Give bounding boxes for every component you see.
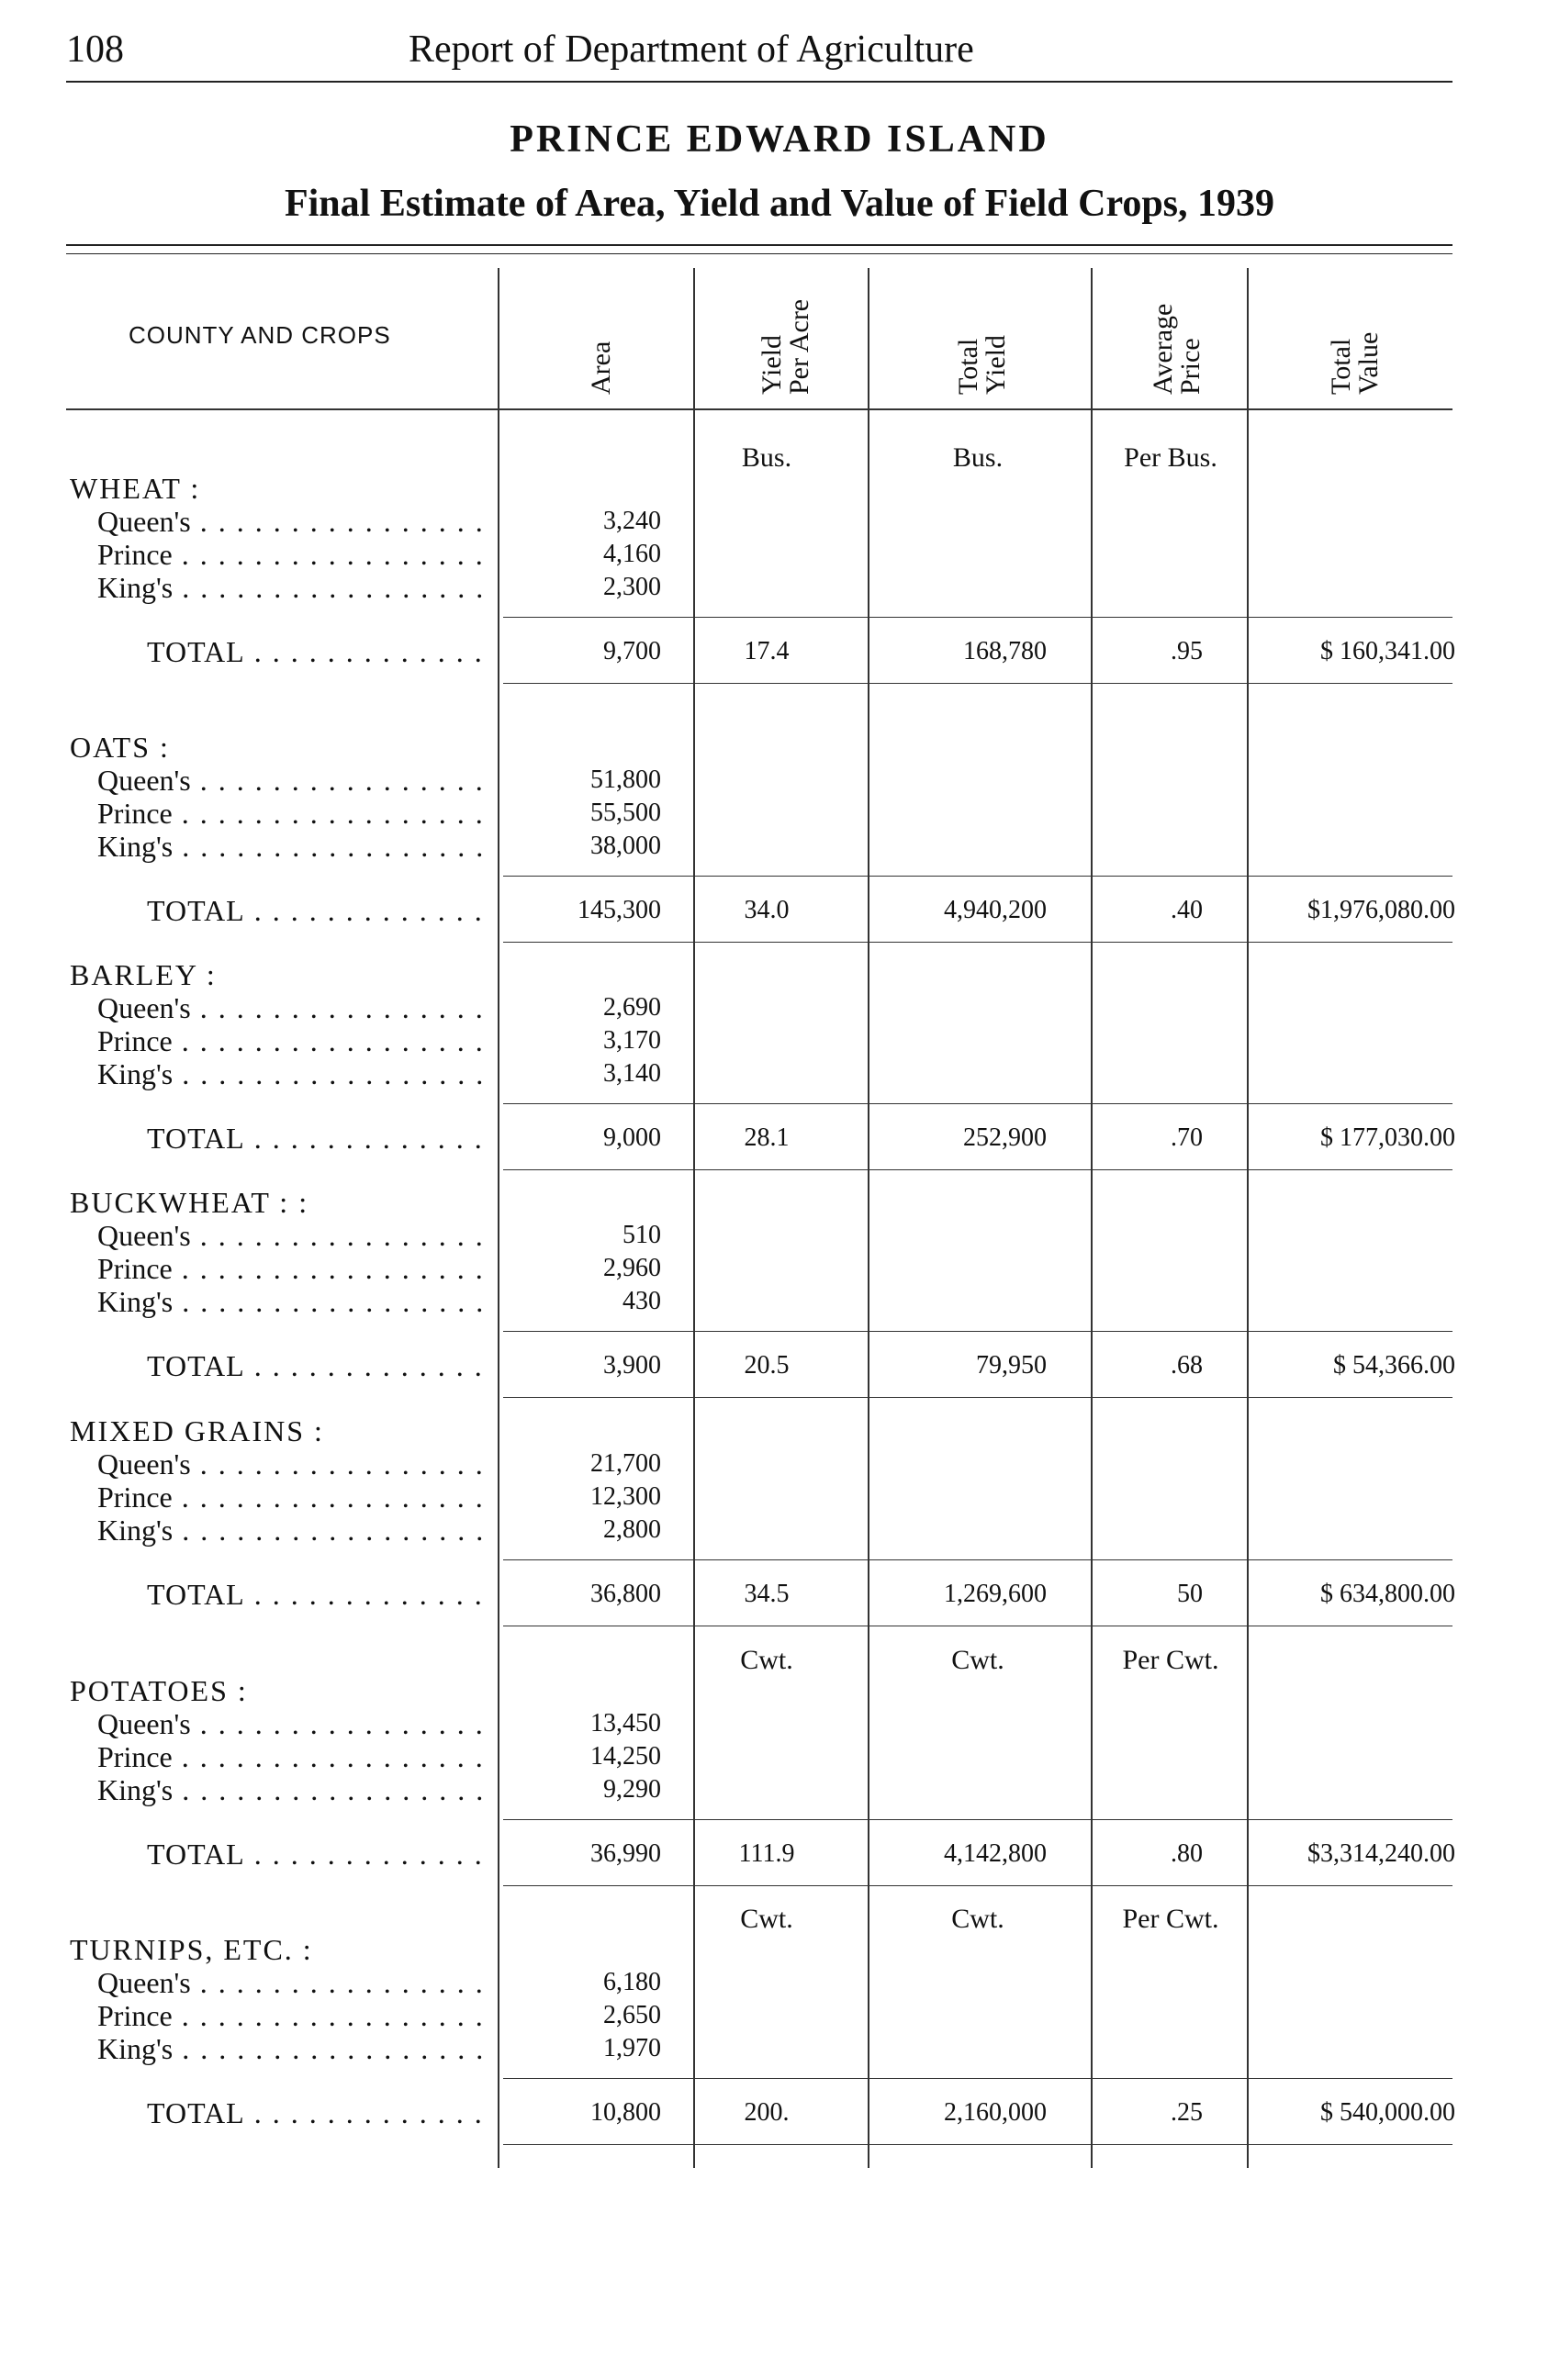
column-divider	[868, 268, 869, 2168]
total-value: $ 634,800.00	[1320, 1580, 1455, 1608]
header-rule	[66, 81, 1452, 83]
crop-category: TURNIPS, ETC. :	[70, 1933, 313, 1966]
total-rule-bottom	[503, 683, 1452, 684]
page-number: 108	[66, 28, 124, 71]
county-area: 12,300	[590, 1482, 661, 1511]
county-name: King's . . .	[97, 1285, 492, 1319]
column-divider	[1091, 268, 1093, 2168]
county-name: Queen's . . .	[97, 1447, 492, 1481]
total-rule-bottom	[503, 2144, 1452, 2145]
county-area: 55,500	[590, 799, 661, 827]
total-label: TOTAL . . .	[147, 1838, 492, 1872]
unit-label-price: Per Bus.	[1124, 442, 1217, 473]
total-rule-top	[503, 1559, 1452, 1560]
total-yield-per-acre: 200.	[744, 2098, 790, 2127]
title-rule-2	[66, 253, 1452, 254]
total-label: TOTAL . . .	[147, 2096, 492, 2130]
total-rule-top	[503, 2078, 1452, 2079]
county-area: 38,000	[590, 832, 661, 860]
total-rule-top	[503, 1331, 1452, 1332]
county-area: 3,240	[603, 507, 661, 535]
county-name: Prince . . .	[97, 797, 492, 831]
average-price: 50	[1177, 1580, 1203, 1608]
total-area: 145,300	[578, 896, 661, 924]
county-area: 51,800	[590, 765, 661, 794]
county-area: 14,250	[590, 1742, 661, 1771]
unit-label-total-yield: Cwt.	[951, 1645, 1004, 1675]
county-area: 13,450	[590, 1709, 661, 1738]
total-yield: 4,142,800	[944, 1839, 1047, 1868]
total-yield-per-acre: 34.5	[744, 1580, 790, 1608]
county-area: 430	[622, 1287, 661, 1315]
county-area: 6,180	[603, 1968, 661, 1996]
total-yield-per-acre: 17.4	[744, 637, 790, 665]
total-yield-per-acre: 20.5	[744, 1351, 790, 1380]
average-price: .95	[1171, 637, 1203, 665]
total-value: $1,976,080.00	[1307, 896, 1455, 924]
crop-category: MIXED GRAINS :	[70, 1414, 324, 1447]
total-area: 9,000	[603, 1123, 661, 1152]
total-value: $ 540,000.00	[1320, 2098, 1455, 2127]
county-name: Prince . . .	[97, 1252, 492, 1286]
total-rule-bottom	[503, 1397, 1452, 1398]
county-name: King's . . .	[97, 2032, 492, 2066]
total-value: $ 160,341.00	[1320, 637, 1455, 665]
county-name: Prince . . .	[97, 1481, 492, 1514]
column-divider	[1247, 268, 1249, 2168]
total-value: $ 177,030.00	[1320, 1123, 1455, 1152]
total-rule-top	[503, 876, 1452, 877]
total-area: 9,700	[603, 637, 661, 665]
total-rule-bottom	[503, 1169, 1452, 1170]
total-yield-per-acre: 111.9	[738, 1839, 795, 1868]
total-yield: 79,950	[976, 1351, 1047, 1380]
county-name: Queen's . . .	[97, 1707, 492, 1741]
county-name: Queen's . . .	[97, 505, 492, 539]
column-header-total-value-line2: Value	[1353, 331, 1384, 395]
total-yield-per-acre: 34.0	[744, 896, 790, 924]
total-rule-top	[503, 1819, 1452, 1820]
crop-category: OATS :	[70, 731, 170, 764]
column-header-rule	[66, 408, 1452, 410]
total-rule-top	[503, 1103, 1452, 1104]
county-area: 1,970	[603, 2034, 661, 2062]
column-header-county: COUNTY AND CROPS	[129, 321, 391, 349]
average-price: .68	[1171, 1351, 1203, 1380]
county-name: Prince . . .	[97, 1999, 492, 2033]
total-yield: 2,160,000	[944, 2098, 1047, 2127]
report-subtitle: Final Estimate of Area, Yield and Value of Field Crops, 1939	[284, 183, 1275, 225]
column-divider	[498, 268, 499, 2168]
county-name: King's . . .	[97, 1773, 492, 1807]
county-name: Queen's . . .	[97, 991, 492, 1025]
county-name: King's . . .	[97, 1057, 492, 1091]
county-name: Prince . . .	[97, 1740, 492, 1774]
county-area: 4,160	[603, 540, 661, 568]
total-value: $ 54,366.00	[1333, 1351, 1455, 1380]
total-yield: 1,269,600	[944, 1580, 1047, 1608]
title-rule-1	[66, 244, 1452, 246]
county-area: 21,700	[590, 1449, 661, 1478]
column-header-avg-price-line1: Average	[1148, 303, 1178, 395]
total-area: 36,990	[590, 1839, 661, 1868]
crop-category: WHEAT :	[70, 472, 201, 505]
unit-label-total-yield: Cwt.	[951, 1904, 1004, 1934]
total-label: TOTAL . . .	[147, 1349, 492, 1383]
unit-label-yield: Cwt.	[740, 1645, 793, 1675]
county-area: 510	[622, 1221, 661, 1249]
total-yield: 252,900	[963, 1123, 1047, 1152]
total-area: 36,800	[590, 1580, 661, 1608]
average-price: .25	[1171, 2098, 1203, 2127]
county-name: King's . . .	[97, 1514, 492, 1548]
running-title: Report of Department of Agriculture	[409, 28, 974, 71]
column-header-total-yield-line2: Yield	[981, 335, 1011, 395]
unit-label-yield: Bus.	[741, 442, 792, 473]
column-header-total-value-line1: Total	[1326, 338, 1356, 395]
unit-label-total-yield: Bus.	[952, 442, 1004, 473]
column-header-yield-line1: Yield	[757, 335, 787, 395]
total-yield: 168,780	[963, 637, 1047, 665]
crop-category: POTATOES :	[70, 1674, 248, 1707]
total-label: TOTAL . . .	[147, 894, 492, 928]
crop-category: BUCKWHEAT : :	[70, 1186, 309, 1219]
total-area: 10,800	[590, 2098, 661, 2127]
county-name: Prince . . .	[97, 1024, 492, 1058]
column-header-yield-line2: Per Acre	[784, 298, 814, 395]
total-value: $3,314,240.00	[1307, 1839, 1455, 1868]
county-name: Queen's . . .	[97, 764, 492, 798]
unit-label-price: Per Cwt.	[1122, 1904, 1219, 1934]
total-label: TOTAL . . .	[147, 635, 492, 669]
total-rule-top	[503, 617, 1452, 618]
county-area: 9,290	[603, 1775, 661, 1804]
county-name: Prince . . .	[97, 538, 492, 572]
county-area: 2,960	[603, 1254, 661, 1282]
column-header-area: Area	[586, 341, 616, 395]
total-area: 3,900	[603, 1351, 661, 1380]
county-name: King's . . .	[97, 830, 492, 864]
county-name: King's . . .	[97, 571, 492, 605]
column-divider	[693, 268, 695, 2168]
column-header-avg-price-line2: Price	[1175, 338, 1206, 395]
total-label: TOTAL . . .	[147, 1578, 492, 1612]
total-rule-bottom	[503, 942, 1452, 943]
county-area: 2,800	[603, 1515, 661, 1544]
average-price: .40	[1171, 896, 1203, 924]
county-area: 2,300	[603, 573, 661, 601]
total-rule-bottom	[503, 1885, 1452, 1886]
county-name: Queen's . . .	[97, 1219, 492, 1253]
county-name: Queen's . . .	[97, 1966, 492, 2000]
average-price: .80	[1171, 1839, 1203, 1868]
total-yield-per-acre: 28.1	[744, 1123, 790, 1152]
unit-label-yield: Cwt.	[740, 1904, 793, 1934]
column-header-total-yield-line1: Total	[953, 338, 983, 395]
average-price: .70	[1171, 1123, 1203, 1152]
county-area: 3,170	[603, 1026, 661, 1055]
total-label: TOTAL . . .	[147, 1122, 492, 1156]
county-area: 3,140	[603, 1059, 661, 1088]
report-title: PRINCE EDWARD ISLAND	[510, 118, 1049, 161]
county-area: 2,690	[603, 993, 661, 1022]
unit-label-price: Per Cwt.	[1122, 1645, 1219, 1675]
total-yield: 4,940,200	[944, 896, 1047, 924]
crop-category: BARLEY :	[70, 958, 217, 991]
county-area: 2,650	[603, 2001, 661, 2029]
